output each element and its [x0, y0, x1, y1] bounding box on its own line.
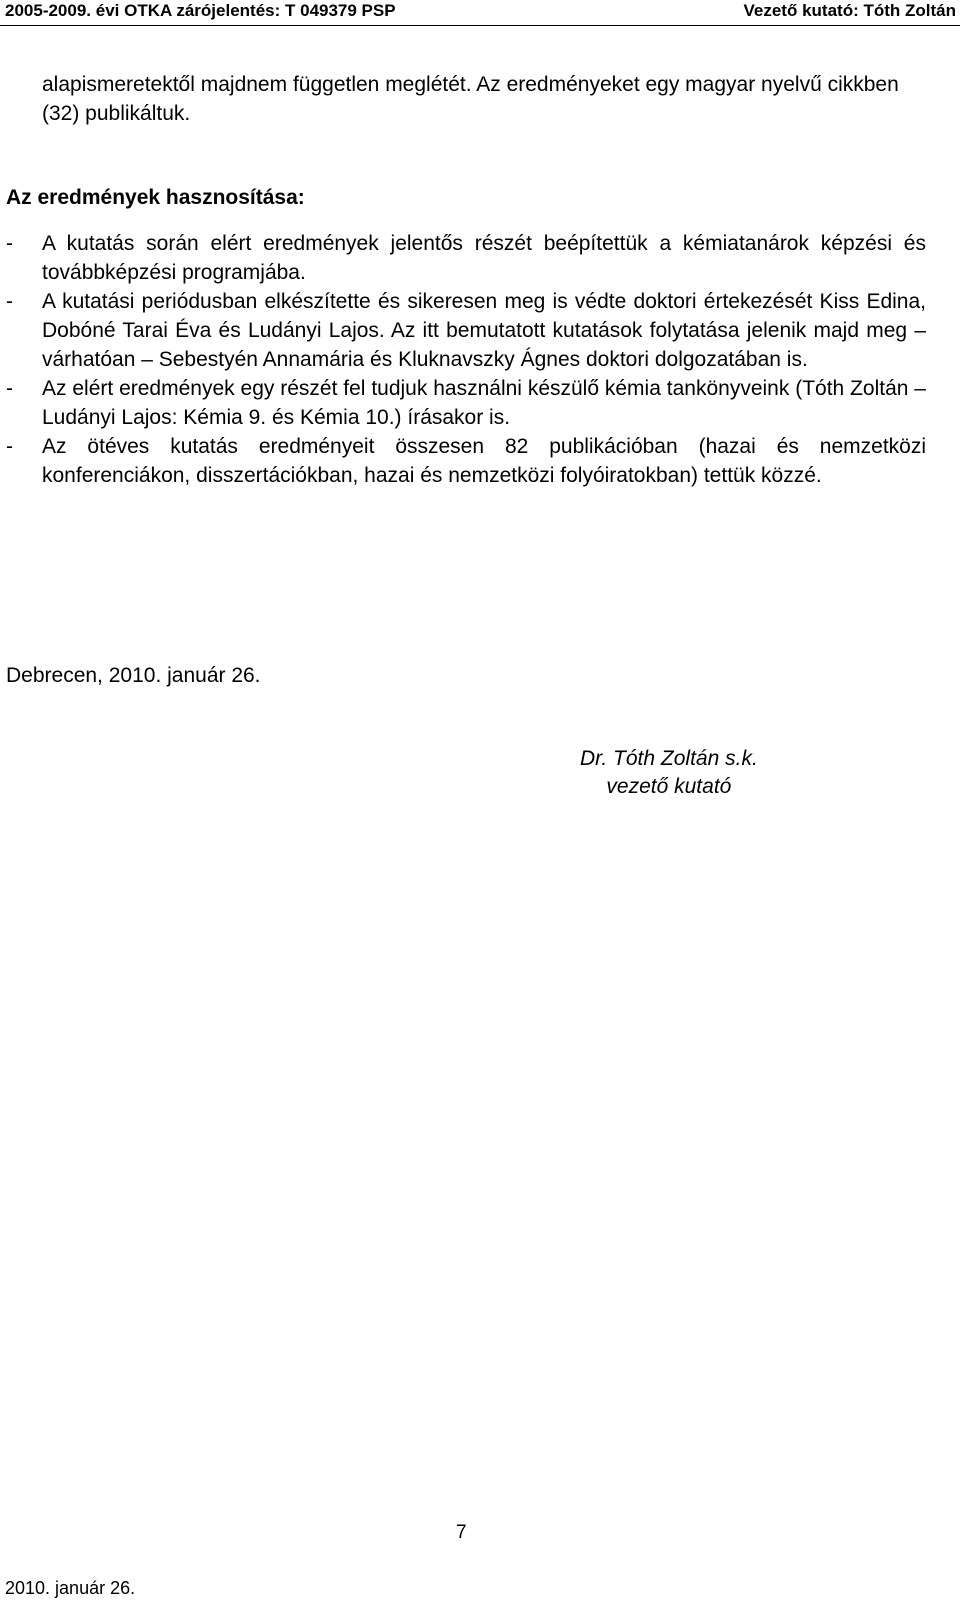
section-heading: Az eredmények hasznosítása: [6, 186, 305, 209]
header-report-title: 2005-2009. évi OTKA zárójelentés: T 049379 PSP [5, 1, 396, 20]
list-item [6, 287, 926, 374]
header-lead-researcher: Vezető kutató: Tóth Zoltán [743, 1, 956, 20]
footer-date: 2010. január 26. [5, 1578, 136, 1598]
place-and-date: Debrecen, 2010. január 26. [6, 664, 261, 687]
list-dash: - [6, 232, 13, 255]
list-item-text: A kutatási periódusban elkészítette és sikeresen meg is védte doktori értekezését Kiss Edina, Dobóné Tarai Éva és Ludányi Lajos. Az itt bemutatott kutatások folytatása jelenik majd meg – várhatóan – Sebestyén Annamária és Kluknavszky Ágnes doktori dolgozatában is. [42, 290, 926, 371]
list-item [6, 374, 926, 432]
list-item [6, 229, 926, 287]
document-body [6, 70, 926, 490]
signatory-name: Dr. Tóth Zoltán s.k. [580, 747, 758, 770]
page-number: 7 [456, 1522, 467, 1543]
signatory-title: vezető kutató [606, 775, 732, 798]
list-item [6, 432, 926, 490]
list-dash: - [6, 435, 13, 458]
list-item-text: A kutatás során elért eredmények jelentős részét beépítettük a kémiatanárok képzési és továbbképzési programjába. [42, 232, 926, 284]
signature-block [580, 745, 758, 801]
list-item-text: Az elért eredmények egy részét fel tudjuk használni készülő kémia tankönyveink (Tóth Zoltán – Ludányi Lajos: Kémia 9. és Kémia 10.) írásakor is. [42, 377, 926, 429]
list-dash: - [6, 290, 13, 313]
list-item-text: Az ötéves kutatás eredményeit összesen 82 publikációban (hazai és nemzetközi konferenciákon, disszertációkban, hazai és nemzetközi folyóiratokban) tettük közzé. [42, 435, 926, 487]
continuation-paragraph: alapismeretektől majdnem független meglétét. Az eredményeket egy magyar nyelvű cikkben (32) publikáltuk. [42, 73, 899, 125]
results-list [6, 229, 926, 490]
page-header [0, 0, 960, 26]
list-dash: - [6, 377, 13, 400]
